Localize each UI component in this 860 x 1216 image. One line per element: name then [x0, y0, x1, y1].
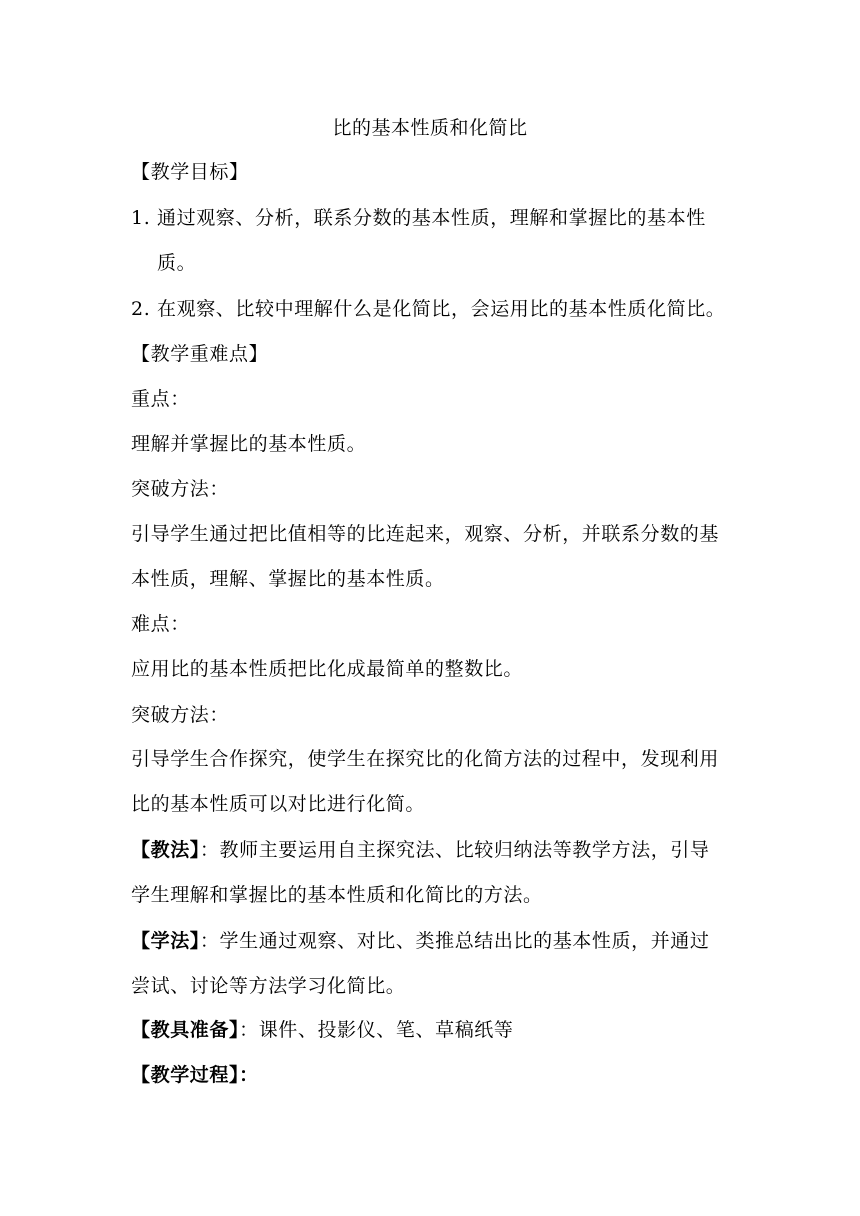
- difficulty-label: 难点：: [131, 613, 190, 635]
- objective-2-number: 2.: [131, 298, 151, 320]
- learning-method-line2: 尝试、讨论等方法学习化简比。: [131, 975, 406, 997]
- key-points-heading: 【教学重难点】: [131, 343, 269, 365]
- objective-1-text-line2: 质。: [157, 252, 197, 274]
- learning-method-line1: ：学生通过观察、对比、类推总结出比的基本性质，并通过: [199, 930, 710, 952]
- process-suffix: ：: [239, 1064, 259, 1086]
- objective-1-number: 1.: [131, 207, 151, 229]
- learning-method-label: 【学法】: [131, 930, 200, 952]
- objectives-heading: 【教学目标】: [131, 161, 249, 183]
- teaching-method: [131, 838, 731, 862]
- teaching-method-line2: 学生理解和掌握比的基本性质和化简比的方法。: [131, 884, 543, 906]
- key-label: 重点：: [131, 388, 190, 410]
- objective-2: [131, 297, 731, 321]
- breakthrough-1-line1: 引导学生通过把比值相等的比连起来，观察、分析，并联系分数的基: [131, 523, 720, 545]
- objective-1-text-line1: 通过观察、分析，联系分数的基本性质，理解和掌握比的基本性: [157, 207, 706, 229]
- process-label: 【教学过程】: [131, 1064, 240, 1086]
- breakthrough-label-2: 突破方法：: [131, 704, 230, 726]
- key-text: 理解并掌握比的基本性质。: [131, 433, 367, 455]
- tools-text: ：课件、投影仪、笔、草稿纸等: [239, 1019, 514, 1041]
- process: [131, 1063, 731, 1087]
- breakthrough-label-1: 突破方法：: [131, 478, 230, 500]
- breakthrough-1-line2: 本性质，理解、掌握比的基本性质。: [131, 568, 445, 590]
- learning-method: [131, 929, 731, 953]
- teaching-method-line1: ：教师主要运用自主探究法、比较归纳法等教学方法，引导: [199, 839, 710, 861]
- tools-label: 【教具准备】: [131, 1019, 240, 1041]
- difficulty-text: 应用比的基本性质把比化成最简单的整数比。: [131, 658, 524, 680]
- breakthrough-2-line2: 比的基本性质可以对比进行化简。: [131, 793, 426, 815]
- objective-1: [131, 206, 731, 230]
- objective-2-text: 在观察、比较中理解什么是化简比，会运用比的基本性质化简比。: [157, 298, 726, 320]
- breakthrough-2-line1: 引导学生合作探究，使学生在探究比的化简方法的过程中，发现利用: [131, 748, 720, 770]
- tools: [131, 1018, 731, 1042]
- page-title: 比的基本性质和化简比: [332, 117, 528, 139]
- teaching-method-label: 【教法】: [131, 839, 200, 861]
